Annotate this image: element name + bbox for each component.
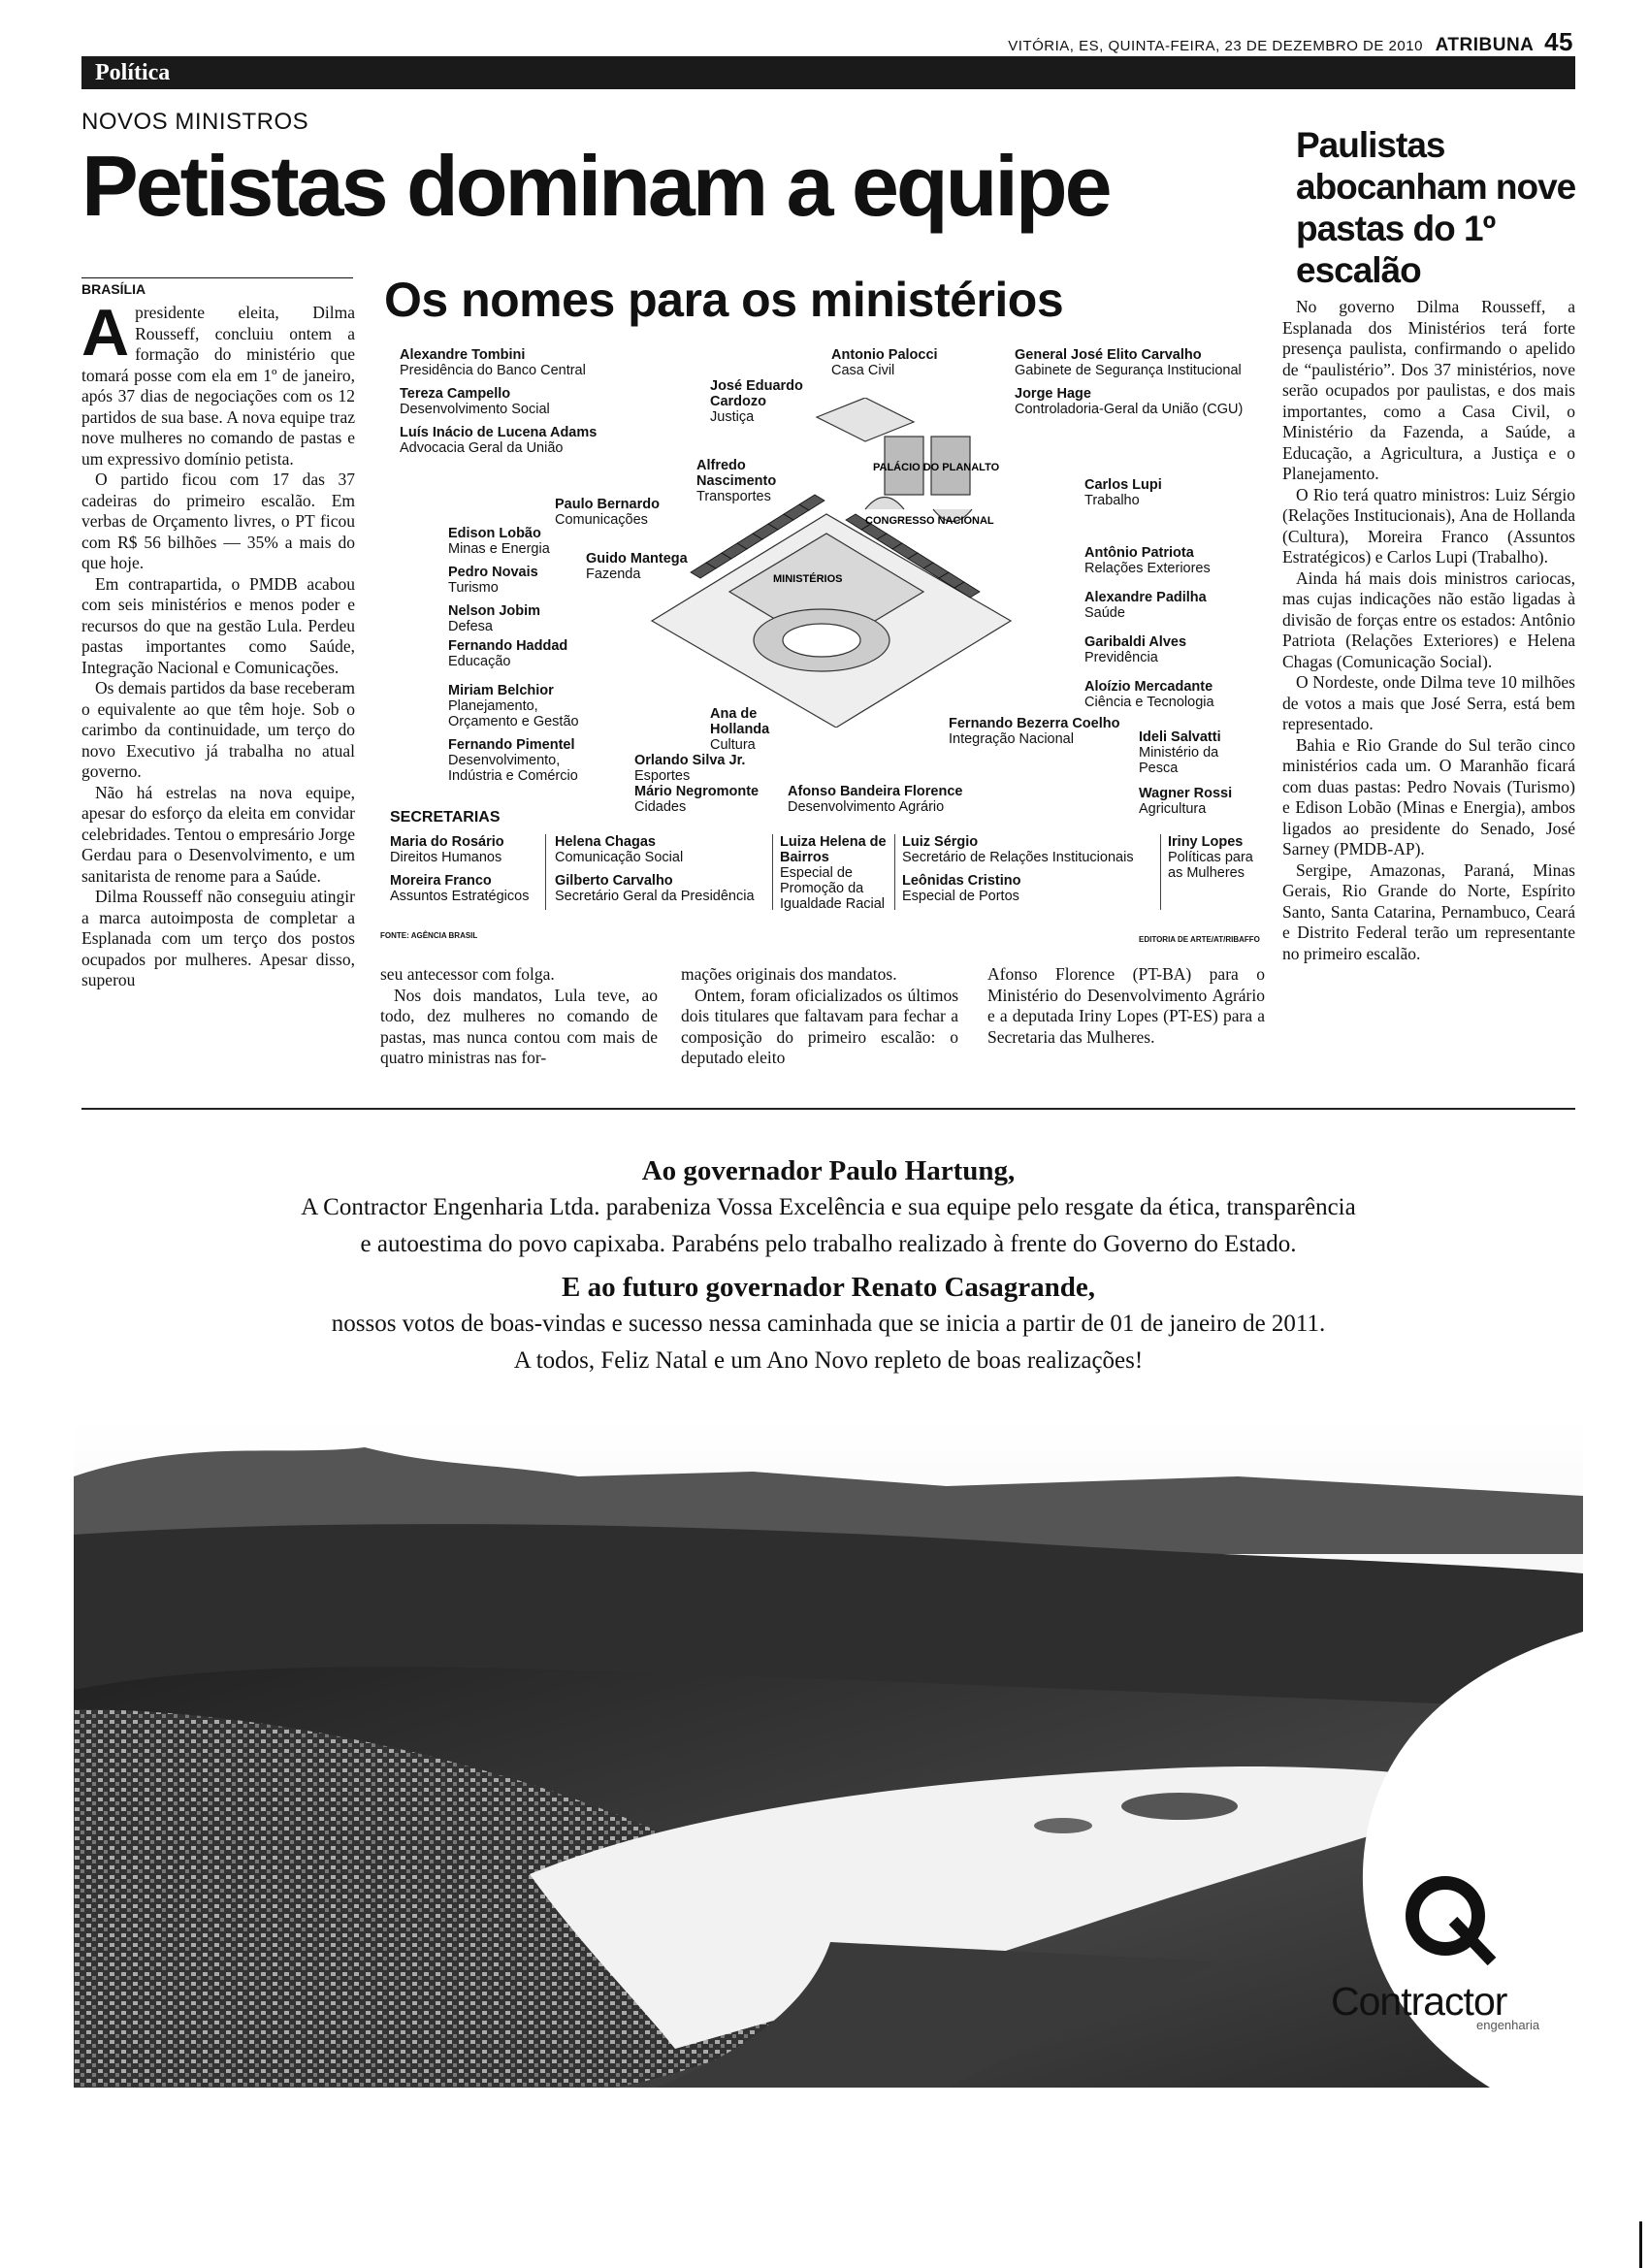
folio-date: VITÓRIA, ES, QUINTA-FEIRA, 23 DE DEZEMBRO DE 2010 <box>1008 38 1423 54</box>
logo-subtitle: engenharia <box>1476 2018 1540 2032</box>
minister-entry: Tereza Campello Desenvolvimento Social <box>400 386 550 417</box>
divider <box>545 834 546 910</box>
divider <box>1160 834 1161 910</box>
minister-entry: Miriam Belchior Planejamento, Orçamento e Gestão <box>448 683 579 729</box>
sidebar-paragraph-5: Bahia e Rio Grande do Sul terão cinco ministérios cada um. O Maranhão ficará com duas pastas: Pedro Novais (Turismo) e Edison Lobão (Minas e Energia), ambos ligados ao presidente do Senado, José Sarney (PMDB-AP). <box>1282 734 1575 859</box>
congresso-label: CONGRESSO NACIONAL <box>865 515 994 527</box>
minister-entry: Jorge Hage Controladoria-Geral da União (CGU) <box>1015 386 1244 417</box>
sidebar-paragraph-1: No governo Dilma Rousseff, a Esplanada dos Ministérios terá forte presença paulista, confirmando o apelido de “paulistério”. Dos 37 ministérios, nove serão ocupados por paulistas, e dos mais importantes, como a Casa Civil, o Ministério da Fazenda, a Saúde, a Educação, a Agricultura, a Justiça e o Planejamento. <box>1282 297 1575 483</box>
minister-entry: Fernando Bezerra Coelho Integração Nacional <box>949 716 1120 747</box>
sidebar-paragraph-6: Sergipe, Amazonas, Paraná, Minas Gerais, Rio Grande do Norte, Espírito Santo, Santa Catarina, Pernambuco, Ceará e Distrito Federal terão um representante no primeiro escalão. <box>1282 859 1575 963</box>
paragraph-6: Dilma Rousseff não conseguiu atingir a marca autoimposta de completar a Esplanada com um terço dos postos ocupados por mulheres. Apesar disso, superou <box>81 887 355 989</box>
dateline: BRASÍLIA <box>81 277 353 297</box>
paragraph-5: Não há estrelas na nova equipe, apesar do esforço da eleita em convidar celebridades. Tentou o empresário Jorge Gerdau para o Desenvolvimento, e um sanitarista de renome para a Saúde. <box>81 782 355 886</box>
minister-entry: Mário Negromonte Cidades <box>634 784 760 815</box>
minister-entry: Ideli Salvatti Ministério da Pesca <box>1139 729 1221 776</box>
minister-entry: Aloízio Mercadante Ciência e Tecnologia <box>1084 679 1214 710</box>
paragraph-cont-c: Afonso Florence (PT-BA) para o Ministério do Desenvolvimento Agrário e a deputada Iriny Lopes (PT-ES) para a Secretaria das Mulheres. <box>987 964 1265 1047</box>
section-label: Política <box>95 60 171 85</box>
page-number: 45 <box>1544 27 1573 56</box>
sidebar-paragraph-4: O Nordeste, onde Dilma teve 10 milhões de votos a mais que José Serra, está bem representado. <box>1282 672 1575 733</box>
ad-divider <box>81 1108 1575 1110</box>
minister-entry: Ana de Hollanda Cultura <box>710 706 770 753</box>
minister-entry: Nelson Jobim Defesa <box>448 603 541 634</box>
page-edge-mark <box>1639 2221 1642 2268</box>
secretarias-title: SECRETARIAS <box>390 809 501 826</box>
minister-entry: Luís Inácio de Lucena Adams Advocacia Geral da União <box>400 425 598 456</box>
secretaria-entry: Moreira Franco Assuntos Estratégicos <box>390 873 530 904</box>
paragraph-1: Apresidente eleita, Dilma Rousseff, concluiu ontem a formação do ministério que tomará posse com ela em 1º de janeiro, após 37 dias de negociações com os 12 partidos de sua base. A nova equipe traz nove mulheres no comando de pastas e um expressivo domínio petista. <box>81 303 355 469</box>
logo-wordmark: Contractor <box>1331 1979 1507 2024</box>
secretaria-entry: Luiza Helena de Bairros Especial de Promoção da Igualdade Racial <box>780 834 887 912</box>
page-folio <box>1008 27 1573 57</box>
minister-entry: Fernando Pimentel Desenvolvimento, Indústria e Comércio <box>448 737 578 784</box>
secretaria-entry: Maria do Rosário Direitos Humanos <box>390 834 504 865</box>
minister-entry: Fernando Haddad Educação <box>448 638 568 669</box>
minister-entry: Antônio Patriota Relações Exteriores <box>1084 545 1211 576</box>
minister-entry: Alexandre Padilha Saúde <box>1084 590 1207 621</box>
divider <box>894 834 895 910</box>
art-credit: EDITORIA DE ARTE/AT/RIBAFFO <box>1139 935 1260 944</box>
headline: Petistas dominam a equipe <box>81 138 1110 234</box>
ministers-infographic <box>380 272 1265 951</box>
contractor-logo <box>1331 1863 1564 2037</box>
ad-line-3: e autoestima do povo capixaba. Parabéns pelo trabalho realizado à frente do Governo do Estado. <box>360 1231 1297 1257</box>
logo-q-icon <box>1395 1863 1502 1969</box>
ad-line-6: A todos, Feliz Natal e um Ano Novo repleto de boas realizações! <box>513 1347 1144 1374</box>
ministerios-label: MINISTÉRIOS <box>773 573 843 585</box>
newspaper-name: ATRIBUNA <box>1435 35 1535 55</box>
sidebar-paragraph-3: Ainda há mais dois ministros cariocas, mas cujas indicações não estão ligadas à divisão de forças entre os estados: Antônio Patriota (Relações Exteriores) e Helena Chagas (Comunicação Social). <box>1282 567 1575 671</box>
article-column-1 <box>81 303 355 1067</box>
advertisement-text <box>81 1152 1575 1379</box>
minister-entry: Edison Lobão Minas e Energia <box>448 526 550 557</box>
paragraph-cont-a2: Nos dois mandatos, Lula teve, ao todo, dez mulheres no comando de pastas, mas nunca contou com mais de quatro ministras nas for- <box>380 985 658 1067</box>
secretaria-entry: Gilberto Carvalho Secretário Geral da Presidência <box>555 873 755 904</box>
infographic-title: Os nomes para os ministérios <box>384 273 1064 327</box>
secretaria-entry: Helena Chagas Comunicação Social <box>555 834 684 865</box>
paragraph-cont-b: mações originais dos mandatos. <box>681 964 897 984</box>
kicker: NOVOS MINISTROS <box>81 109 309 135</box>
secretaria-entry: Leônidas Cristino Especial de Portos <box>902 873 1021 904</box>
ad-line-4: E ao futuro governador Renato Casagrande, <box>562 1272 1095 1303</box>
ad-line-1: Ao governador Paulo Hartung, <box>641 1155 1016 1186</box>
article-column-4 <box>987 964 1265 1071</box>
paragraph-cont-b2: Ontem, foram oficializados os últimos dois titulares que faltavam para fechar a composição do primeiro escalão: o deputado eleito <box>681 985 958 1067</box>
minister-entry: Antonio Palocci Casa Civil <box>831 347 938 378</box>
paragraph-2: O partido ficou com 17 das 37 cadeiras do primeiro escalão. Em verbas de Orçamento livres, o PT ficou com R$ 56 bilhões — 35% a mais do que hoje. <box>81 470 355 572</box>
sidebar-column <box>1282 297 1575 1073</box>
sidebar-headline: Paulistas abocanham nove pastas do 1º escalão <box>1296 125 1576 290</box>
article-column-3 <box>681 964 958 1071</box>
article-column-2 <box>380 964 658 1071</box>
minister-entry: José Eduardo Cardozo Justiça <box>710 378 803 425</box>
palacio-label: PALÁCIO DO PLANALTO <box>873 462 1000 473</box>
minister-entry: Paulo Bernardo Comunicações <box>555 497 660 528</box>
secretaria-entry: Iriny Lopes Políticas para as Mulheres <box>1168 834 1253 881</box>
source-credit: FONTE: AGÊNCIA BRASIL <box>380 931 478 940</box>
minister-entry: General José Elito Carvalho Gabinete de Segurança Institucional <box>1015 347 1242 378</box>
minister-entry: Wagner Rossi Agricultura <box>1139 786 1233 817</box>
minister-entry: Afonso Bandeira Florence Desenvolvimento Agrário <box>788 784 963 815</box>
minister-entry: Carlos Lupi Trabalho <box>1084 477 1162 508</box>
dropcap: A <box>81 303 130 370</box>
paragraph-4: Os demais partidos da base receberam o equivalente ao que têm hoje. Sob o carimbo da continuidade, um terço do novo Executivo já trabalha no atual governo. <box>81 678 355 781</box>
ad-line-2: A Contractor Engenharia Ltda. parabeniza Vossa Excelência e sua equipe pelo resgate da ética, transparência <box>301 1194 1356 1220</box>
minister-entry: Garibaldi Alves Previdência <box>1084 634 1187 665</box>
ad-line-5: nossos votos de boas-vindas e sucesso nessa caminhada que se inicia a partir de 01 de janeiro de 2011. <box>331 1311 1326 1337</box>
section-bar <box>81 56 1575 89</box>
sidebar-paragraph-2: O Rio terá quatro ministros: Luiz Sérgio (Relações Institucionais), Ana de Hollanda (Cultura), Moreira Franco (Assuntos Estratégicos) e Carlos Lupi (Trabalho). <box>1282 484 1575 567</box>
minister-entry: Guido Mantega Fazenda <box>586 551 688 582</box>
secretaria-entry: Luiz Sérgio Secretário de Relações Institucionais <box>902 834 1134 865</box>
minister-entry: Pedro Novais Turismo <box>448 565 538 596</box>
minister-entry: Alexandre Tombini Presidência do Banco Central <box>400 347 586 378</box>
paragraph-3: Em contrapartida, o PMDB acabou com seis ministérios e menos poder e recursos do que na gestão Lula. Perdeu pastas importantes como Saúde, Integração Nacional e Comunicações. <box>81 573 355 677</box>
minister-entry: Orlando Silva Jr. Esportes <box>634 753 746 784</box>
minister-entry: Alfredo Nascimento Transportes <box>696 458 777 504</box>
divider <box>772 834 773 910</box>
paragraph-cont-a: seu antecessor com folga. <box>380 964 555 984</box>
